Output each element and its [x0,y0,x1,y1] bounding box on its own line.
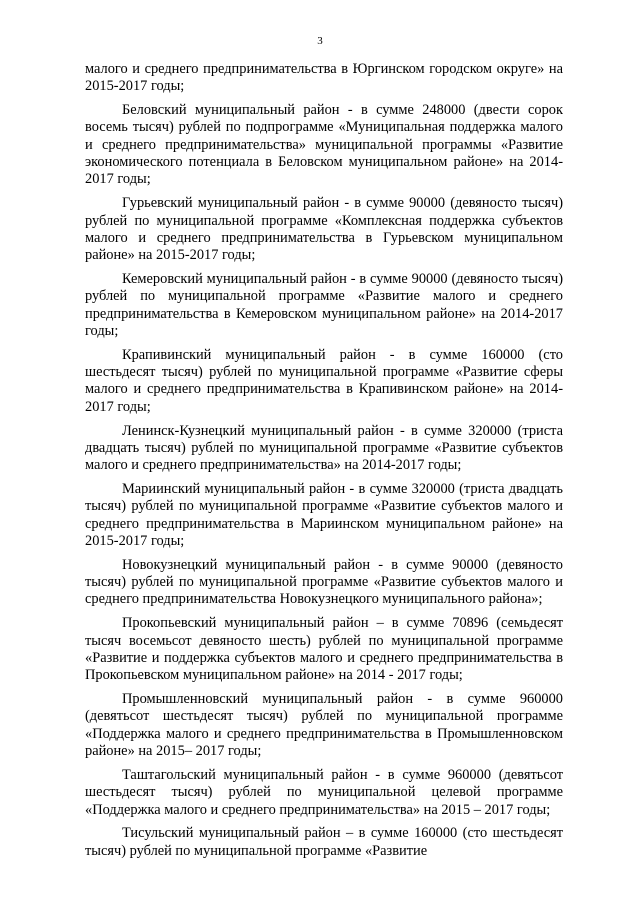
paragraph-prokopyevsky: Прокопьевский муниципальный район – в сумме 70896 (семьдесят тысяч восемьсот девяносто шесть) рублей по муниципальной программе «Развитие и поддержка субъектов малого и среднего предпринимательства в Прокопьевском муниципальном районе» на 2014 - 2017 годы; [85,615,563,684]
paragraph-krapivinsky: Крапивинский муниципальный район - в сумме 160000 (сто шестьдесят тысяч) рублей по муниципальной программе «Развитие сферы малого и среднего предпринимательства в Крапивинском районе» на 2014-2017 годы; [85,346,563,415]
paragraph-leninsk-kuznetsky: Ленинск-Кузнецкий муниципальный район - в сумме 320000 (триста двадцать тысяч) рублей по муниципальной программе «Развитие субъектов малого и среднего предпринимательства» на 2014-2017 годы; [85,422,563,474]
page-number: 3 [317,35,323,47]
paragraph-guryevsky: Гурьевский муниципальный район - в сумме 90000 (девяносто тысяч) рублей по муниципальной программе «Комплексная поддержка субъектов малого и среднего предпринимательства в Гурьевском муниципальном районе» на 2015-2017 годы; [85,195,563,264]
paragraph-belovsky: Беловский муниципальный район - в сумме 248000 (двести сорок восемь тысяч) рублей по подпрограмме «Муниципальная поддержка малого и среднего предпринимательства» муниципальной программы «Развитие экономического потенциала в Беловском муниципальном районе» на 2014-2017 годы; [85,102,563,188]
paragraph-tashtagolsky: Таштагольский муниципальный район - в сумме 960000 (девятьсот шестьдесят тысяч) рублей по муниципальной целевой программе «Поддержка малого и среднего предпринимательства» на 2015 – 2017 годы; [85,766,563,818]
paragraph-mariinsky: Мариинский муниципальный район - в сумме 320000 (триста двадцать тысяч) рублей по муниципальной программе «Развитие субъектов малого и среднего предпринимательства в Мариинском муниципальном районе» на 2015-2017 годы; [85,481,563,549]
paragraph-novokuznetsky: Новокузнецкий муниципальный район - в сумме 90000 (девяносто тысяч) рублей по муниципальной программе «Развитие субъектов малого и среднего предпринимательства Новокузнецкого муниципального района»; [85,556,563,608]
paragraph-yurga-continuation: малого и среднего предпринимательства в Юргинском городском округе» на 2015-2017 годы; [85,61,563,95]
paragraph-kemerovsky: Кемеровский муниципальный район - в сумме 90000 (девяносто тысяч) рублей по муниципальной программе «Развитие малого и среднего предпринимательства в Кемеровском муниципальном районе» на 2014-2017 годы; [85,271,563,339]
paragraph-promyshlennovsky: Промышленновский муниципальный район - в сумме 960000 (девятьсот шестьдесят тысяч) рублей по муниципальной программе «Поддержка малого и среднего предпринимательства в Промышленновском районе» на 2015– 2017 годы; [85,691,563,760]
document-body [85,61,563,867]
paragraph-tisulsky: Тисульский муниципальный район – в сумме 160000 (сто шестьдесят тысяч) рублей по муниципальной программе «Развитие [85,825,563,859]
